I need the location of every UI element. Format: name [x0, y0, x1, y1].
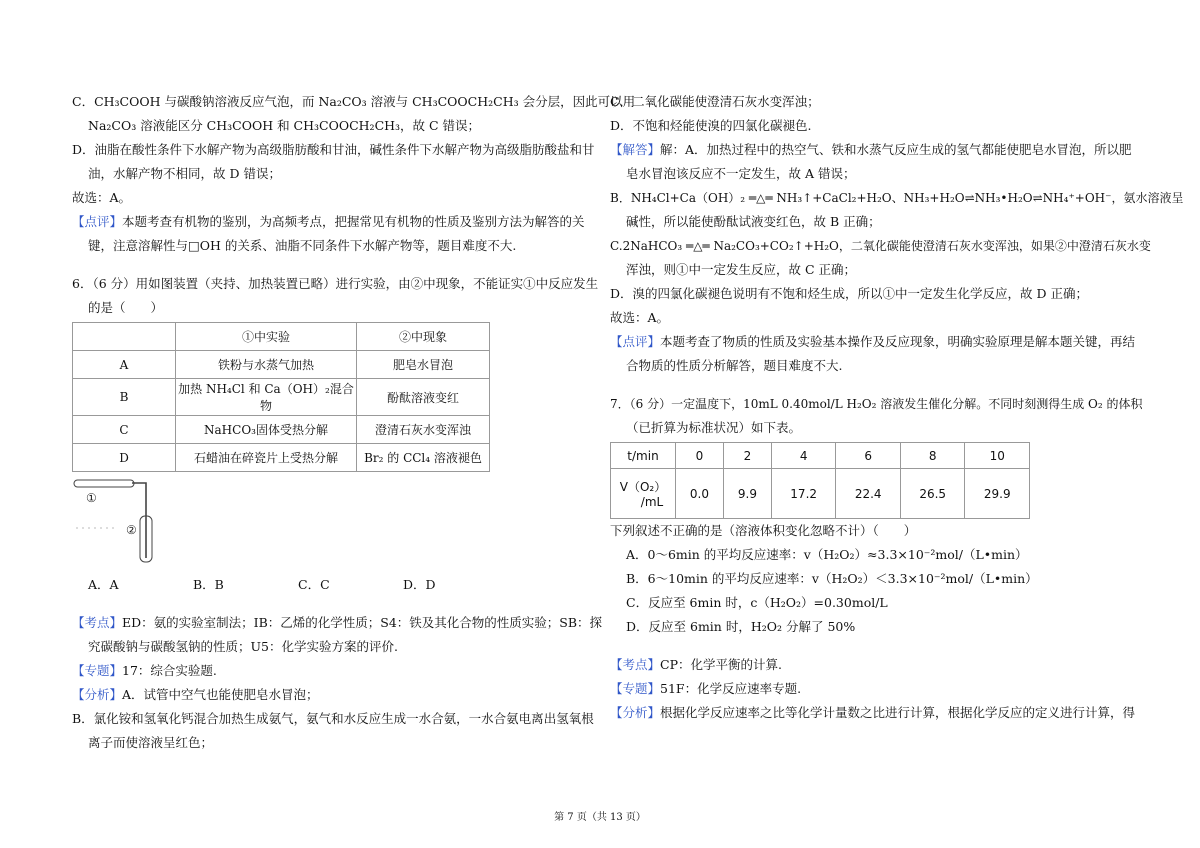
text-line: D．不饱和烃能使溴的四氯化碳褪色. [610, 118, 812, 133]
equation-line: B．NH₄Cl+Ca（OH）₂ ═△═ NH₃↑+CaCl₂+H₂O、NH₃+H₂O⇌NH₃•H₂O⇌NH₄⁺+OH⁻，氨水溶液呈 [610, 191, 1184, 205]
comment-text: 本题考查有机物的鉴别，为高频考点，把握常见有机物的性质及鉴别方法为解答的关 [122, 214, 585, 229]
table-cell: 4 [771, 443, 836, 469]
table-cell: B [73, 379, 176, 416]
table-cell: 2 [723, 443, 771, 469]
text-line: 碱性，所以能使酚酞试液变红色，故 B 正确； [626, 214, 881, 229]
equation-line: C.2NaHCO₃ ═△═ Na₂CO₃+CO₂↑+H₂O，二氧化碳能使澄清石灰水变浑浊，如果②中澄清石灰水变 [610, 239, 1151, 253]
kaodian-block [72, 611, 603, 635]
fenxi-text: 根据化学反应速率之比等化学计量数之比进行计算，根据化学反应的定义进行计算，得 [660, 705, 1136, 720]
text-line: Na₂CO₃ 溶液能区分 CH₃COOH 和 CH₃COOCH₂CH₃，故 C 错误； [88, 118, 481, 133]
question-7-stem: 下列叙述不正确的是（溶液体积变化忽略不计）（ ） [610, 523, 917, 538]
jieda-text: 解：A．加热过程中的热空气、铁和水蒸气反应生成的氢气都能使肥皂水冒泡，所以肥 [660, 142, 1132, 157]
jieda-text: 皂水冒泡该反应不一定发生，故 A 错误； [626, 166, 856, 181]
text-line: C．二氧化碳能使澄清石灰水变浑浊； [610, 94, 820, 109]
jieda-tag: 【解答】 [610, 142, 661, 157]
question-7-stem: 7．（6 分）一定温度下，10mL 0.40mol/L H₂O₂ 溶液发生催化分解。不同时刻测得生成 O₂ 的体积 [610, 397, 1143, 411]
table-header-cell: ②中现象 [357, 323, 490, 351]
table-cell: 22.4 [836, 469, 901, 519]
table-cell: 肥皂水冒泡 [357, 351, 490, 379]
table-cell: 29.9 [965, 469, 1030, 519]
table-row [611, 443, 1030, 469]
table-cell: 酚酞溶液变红 [357, 379, 490, 416]
table-row [73, 379, 490, 416]
option-c: C．C [298, 577, 330, 592]
answer-options [72, 573, 592, 597]
option-b: B．B [193, 577, 224, 592]
table-cell: 铁粉与水蒸气加热 [176, 351, 357, 379]
fenxi-tag: 【分析】 [72, 687, 123, 702]
comment-tag: 【点评】 [72, 214, 123, 229]
zhuanti-block [72, 659, 592, 683]
table-cell: 17.2 [771, 469, 836, 519]
table-header-cell [73, 323, 176, 351]
table-cell: C [73, 416, 176, 444]
table-cell: D [73, 444, 176, 472]
text-line: C．CH₃COOH 与碳酸钠溶液反应气泡，而 Na₂CO₃ 溶液与 CH₃COOCH₂CH₃ 会分层，因此可以用 [72, 94, 636, 109]
comment-block [72, 210, 592, 234]
test-tube-apparatus-icon [72, 478, 162, 566]
table-row [611, 469, 1030, 519]
fenxi-text: A．试管中空气也能使肥皂水冒泡； [122, 687, 319, 702]
jieda-block [610, 138, 1130, 162]
apparatus-label-1: ① [86, 491, 97, 505]
table-cell: 0 [676, 443, 724, 469]
question-6-stem: 6．（6 分）用如图装置（夹持、加热装置已略）进行实验，由②中现象，不能证实①中反应发生 [72, 276, 599, 291]
table-cell: NaHCO₃固体受热分解 [176, 416, 357, 444]
table-header-cell: ①中实验 [176, 323, 357, 351]
text-line: D．油脂在酸性条件下水解产物为高级脂肪酸和甘油，碱性条件下水解产物为高级脂肪酸盐和甘 [72, 142, 595, 157]
fenxi-text: B．氯化铵和氢氧化钙混合加热生成氨气，氨气和水反应生成一水合氨，一水合氨电离出氢氧根 [72, 711, 594, 726]
kaodian-tag: 【考点】 [610, 657, 661, 672]
table-cell: 6 [836, 443, 901, 469]
text-line: 故选：A。 [72, 190, 132, 205]
left-column [72, 90, 636, 755]
text-line: 故选：A。 [610, 310, 670, 325]
table-cell: Br₂ 的 CCl₄ 溶液褪色 [357, 444, 490, 472]
table-cell: 加热 NH₄Cl 和 Ca（OH）₂混合物 [176, 379, 357, 416]
comment-text: 键，注意溶解性与□OH 的关系、油脂不同条件下水解产物等，题目难度不大. [88, 238, 517, 253]
apparatus-diagram [72, 478, 592, 569]
table-row [73, 444, 490, 472]
table-row [73, 416, 490, 444]
text-line: 浑浊，则①中一定发生反应，故 C 正确； [626, 262, 857, 277]
text-line: 油，水解产物不相同，故 D 错误； [88, 166, 281, 181]
page-footer: 第 7 页（共 13 页） [554, 812, 646, 823]
option-b: B．6～10min 的平均反应速率：v（H₂O₂）＜3.3×10⁻²mol/（L•min） [626, 571, 1038, 586]
table-cell: 26.5 [900, 469, 965, 519]
question-6-stem: 的是（ ） [88, 300, 164, 315]
fenxi-text: 离子而使溶液呈红色； [88, 735, 214, 750]
table-header-cell [611, 469, 676, 519]
option-d: D．反应至 6min 时，H₂O₂ 分解了 50% [626, 619, 856, 634]
apparatus-label-2: ② [126, 523, 137, 537]
row-head-line: /mL [640, 495, 664, 509]
fenxi-tag: 【分析】 [610, 705, 661, 720]
option-a: A．A [88, 577, 119, 592]
row-head-line: V（O₂） [619, 480, 667, 494]
zhuanti-block [610, 677, 1130, 701]
table-header-cell: t/min [611, 443, 676, 469]
kaodian-block [610, 653, 1130, 677]
option-a: A．0～6min 的平均反应速率：v（H₂O₂）≈3.3×10⁻²mol/（L•min） [626, 547, 1028, 562]
kaodian-text: ED：氨的实验室制法；IB：乙烯的化学性质；S4：铁及其化合物的性质实验；SB：探 [122, 615, 603, 630]
option-d: D．D [403, 577, 436, 592]
kaodian-tag: 【考点】 [72, 615, 123, 630]
kaodian-text: 究碳酸钠与碳酸氢钠的性质；U5：化学实验方案的评价. [88, 639, 398, 654]
comment-tag: 【点评】 [610, 334, 661, 349]
table-cell: 澄清石灰水变浑浊 [357, 416, 490, 444]
text-line: D．溴的四氯化碳褪色说明有不饱和烃生成，所以①中一定发生化学反应，故 D 正确； [610, 286, 1088, 301]
fenxi-block [610, 701, 1136, 725]
data-table [610, 442, 1030, 519]
comment-text: 本题考查了物质的性质及实验基本操作及反应现象，明确实验原理是解本题关键，再结 [660, 334, 1136, 349]
experiment-table [72, 322, 490, 472]
table-cell: 8 [900, 443, 965, 469]
fenxi-block [72, 683, 592, 707]
option-c: C．反应至 6min 时，c（H₂O₂）=0.30mol/L [626, 595, 888, 610]
comment-block [610, 330, 1136, 354]
table-cell: 石蜡油在碎瓷片上受热分解 [176, 444, 357, 472]
question-7-stem: （已折算为标准状况）如下表。 [626, 420, 802, 435]
table-cell: 10 [965, 443, 1030, 469]
table-cell: 9.9 [723, 469, 771, 519]
kaodian-text: CP：化学平衡的计算. [660, 657, 782, 672]
table-cell: A [73, 351, 176, 379]
zhuanti-text: 51F：化学反应速率专题. [660, 681, 802, 696]
table-row [73, 351, 490, 379]
comment-text: 合物质的性质分析解答，题目难度不大. [626, 358, 843, 373]
zhuanti-tag: 【专题】 [72, 663, 123, 678]
zhuanti-tag: 【专题】 [610, 681, 661, 696]
right-column [610, 90, 1184, 725]
table-cell: 0.0 [676, 469, 724, 519]
zhuanti-text: 17：综合实验题. [122, 663, 217, 678]
